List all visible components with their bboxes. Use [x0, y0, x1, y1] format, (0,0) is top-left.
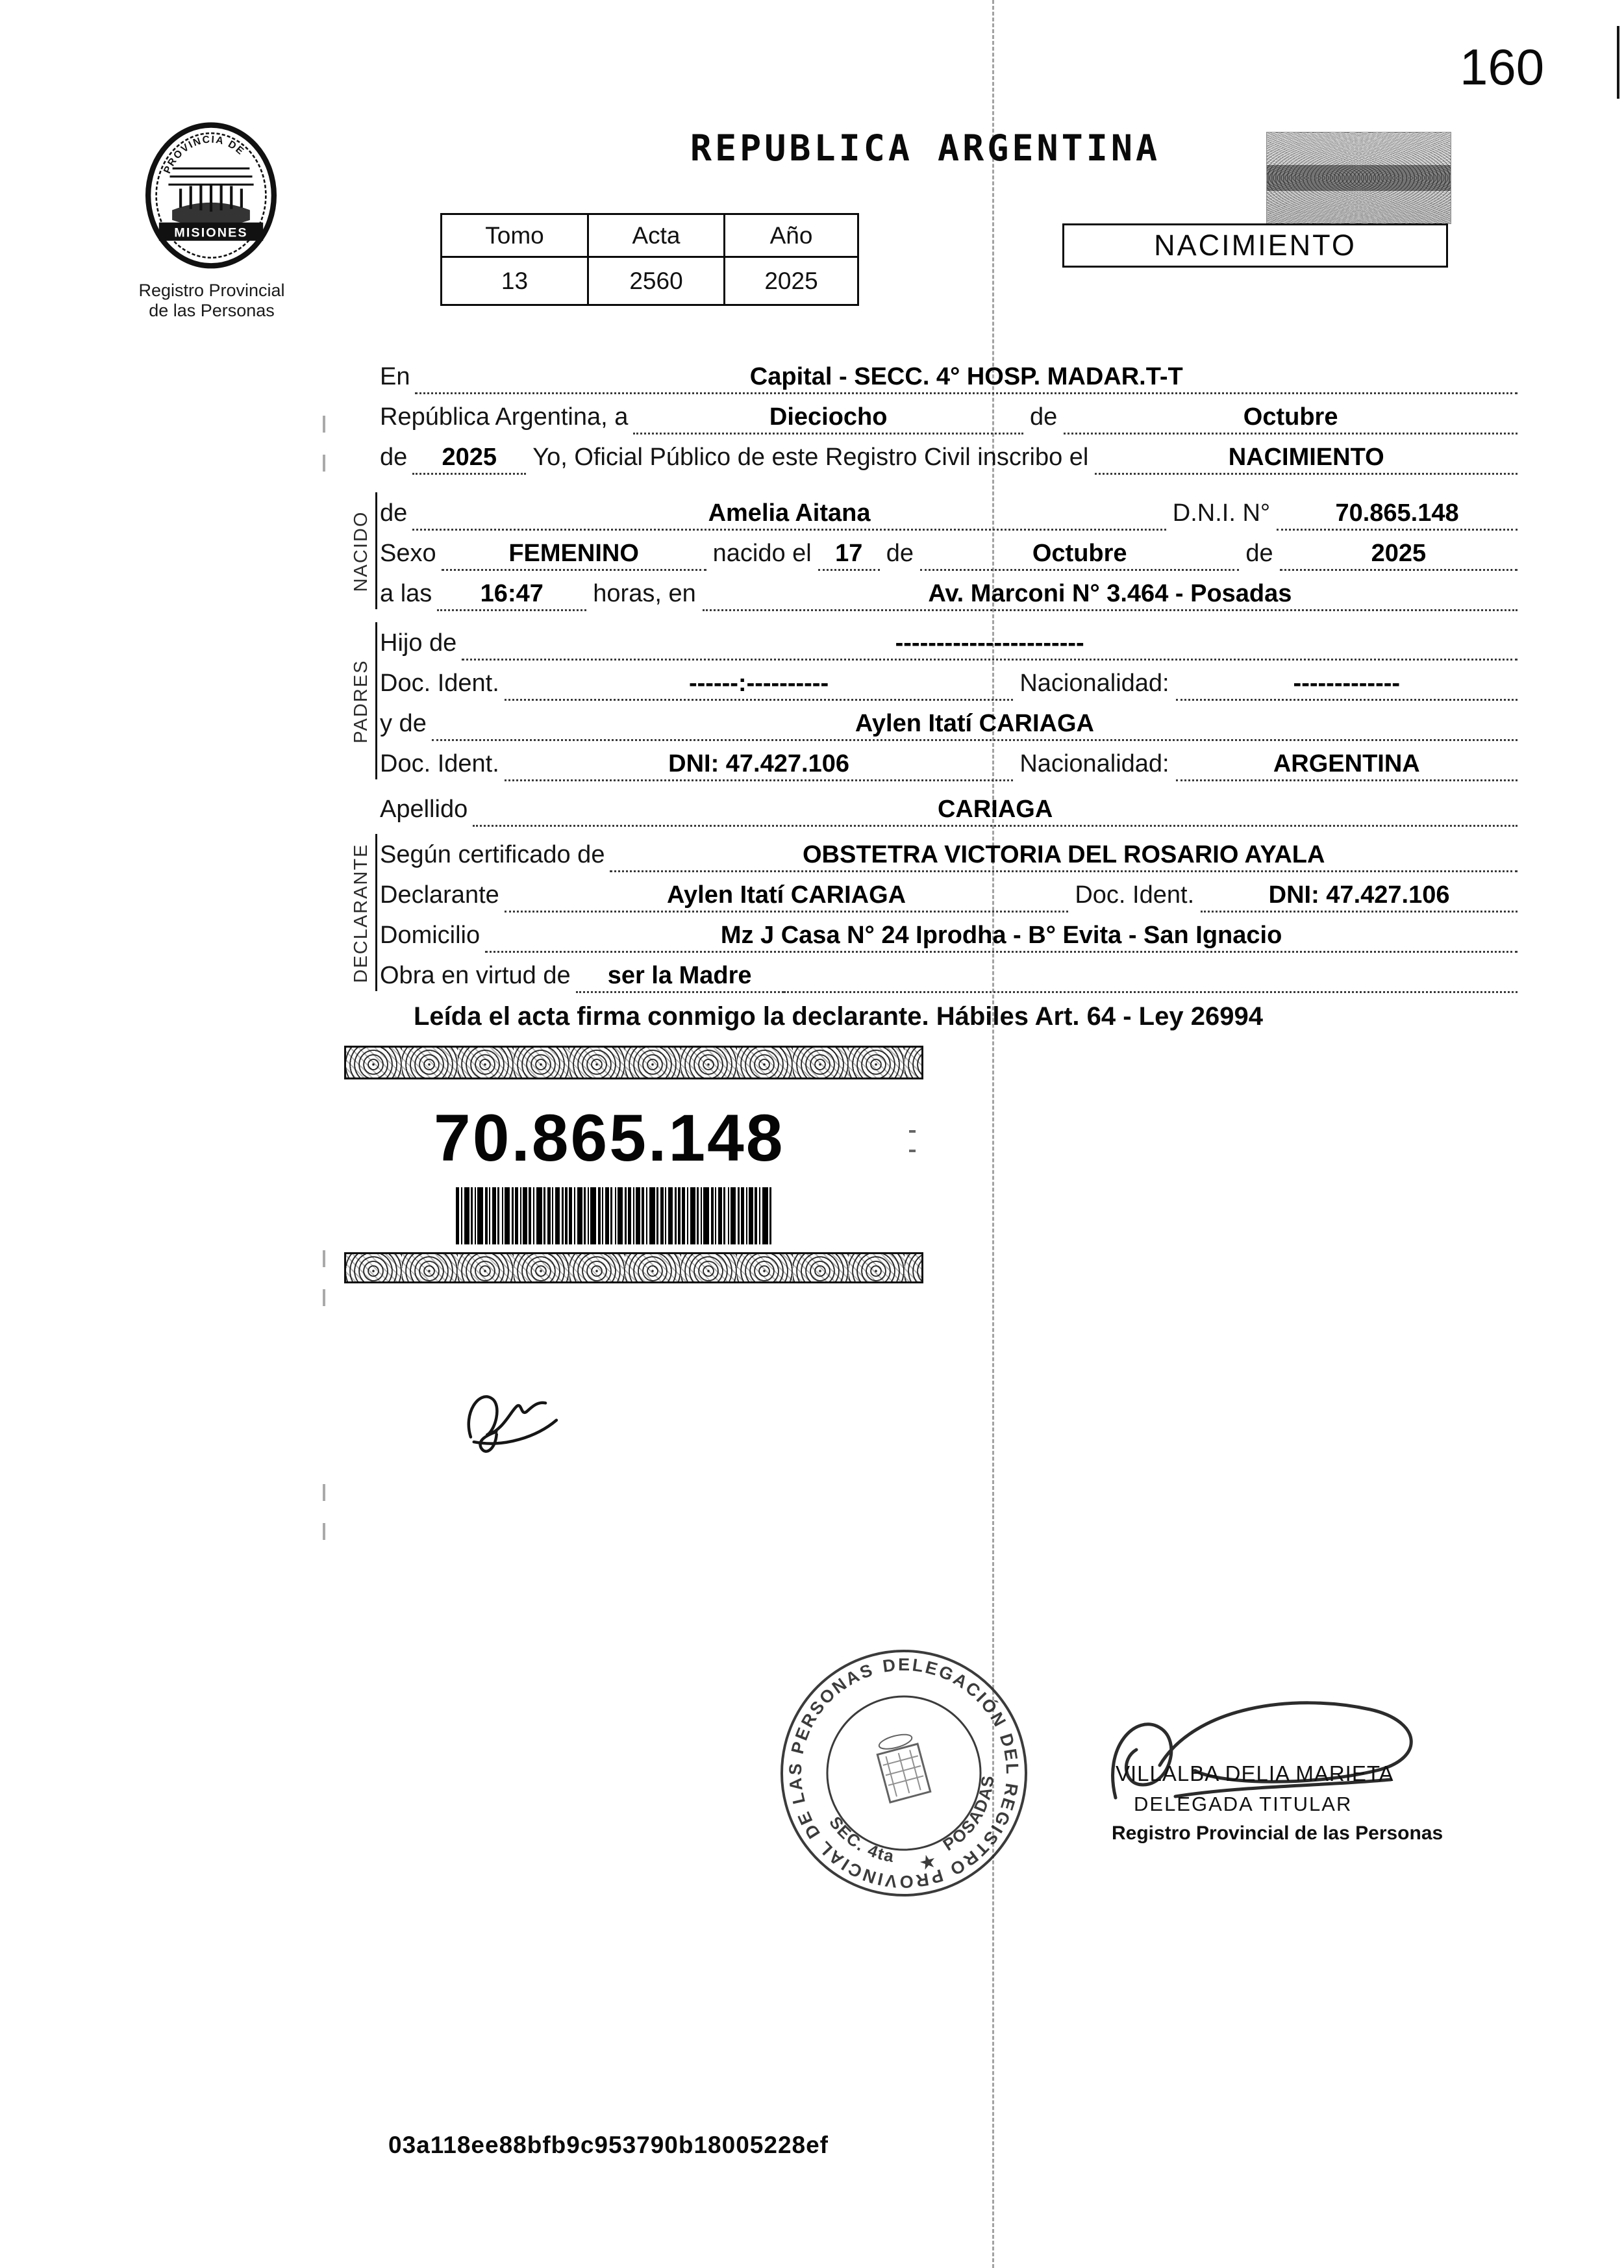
label-nacionalidad: Nacionalidad: [1019, 750, 1169, 777]
seal-caption-line1: Registro Provincial [138, 281, 285, 300]
seal-ribbon-text: MISIONES [174, 225, 248, 240]
stamp-center-emblem [874, 1731, 931, 1802]
label-republica: República Argentina, a [380, 403, 629, 431]
svg-text:PROVINCIA DE: PROVINCIA DE [162, 134, 247, 175]
field-birthmonth-value: Octubre [920, 540, 1239, 571]
field-father-doc-value: ------:---------- [505, 670, 1014, 701]
label-hijo-de: Hijo de [380, 629, 457, 657]
table-value-row [442, 257, 858, 305]
value-acta: 2560 [588, 257, 725, 305]
label-y-de: y de [380, 710, 427, 737]
form-line-declarante [380, 872, 1518, 913]
official-name: VILLALBA DELIA MARIETA [1116, 1761, 1394, 1785]
barcode [455, 1187, 773, 1244]
margin-tick [323, 455, 325, 472]
form-line-anio [380, 435, 1518, 475]
form-line-certificado [380, 832, 1518, 872]
label-de: de [886, 540, 914, 567]
field-father-value: ----------------------- [462, 629, 1518, 661]
field-sex-value: FEMENINO [442, 540, 706, 571]
margin-tick [323, 1523, 325, 1540]
verification-hash: 03a118ee88bfb9c953790b18005228ef [388, 2132, 829, 2158]
section-bar-declarante [375, 834, 377, 991]
form-line-domicilio [380, 913, 1518, 953]
page-number: 160 [1460, 38, 1545, 95]
label-doc-ident: Doc. Ident. [380, 750, 499, 777]
field-acttype-value: NACIMIENTO [1095, 444, 1518, 475]
label-en: En [380, 363, 410, 390]
label-nacionalidad: Nacionalidad: [1019, 670, 1169, 697]
field-father-nat-value: ------------- [1176, 670, 1518, 701]
seal-caption [114, 281, 309, 321]
dni-number-large: 70.865.148 [434, 1101, 785, 1175]
form-line-obra [380, 953, 1518, 993]
form-line-hora [380, 571, 1518, 611]
security-strip-bottom [344, 1252, 923, 1283]
label-doc-ident: Doc. Ident. [380, 670, 499, 697]
table-header-row [442, 214, 858, 257]
seal-scene [168, 168, 253, 227]
section-label-nacido: NACIDO [351, 510, 371, 592]
official-org: Registro Provincial de las Personas [1112, 1822, 1443, 1844]
margin-tick [323, 1250, 325, 1267]
stamp-inner-text-2: POSADAS [939, 1774, 998, 1855]
closing-statement: Leída el acta firma conmigo la declarante. Hábiles Art. 64 - Ley 26994 [414, 1002, 1263, 1031]
guilloche-stamp [1266, 132, 1451, 224]
security-strip-top [344, 1046, 923, 1079]
margin-tick [323, 416, 325, 433]
value-anio: 2025 [725, 257, 858, 305]
label-horas-en: horas, en [593, 580, 696, 607]
label-domicilio: Domicilio [380, 922, 481, 949]
record-reference-table [440, 213, 859, 306]
section-bar-padres [375, 622, 377, 779]
field-surname-value: CARIAGA [473, 796, 1518, 827]
stamp-inner-text-1: SEC. 4ta [825, 1812, 897, 1867]
dotted-filler [784, 991, 1518, 993]
form-line-en [380, 354, 1518, 394]
stamp-outer-text: DELEGACIÓN DEL REGISTRO PROVINCIAL DE LAS PERSONAS [785, 1654, 1023, 1892]
field-year-value: 2025 [412, 444, 526, 475]
act-type-box: NACIMIENTO [1062, 223, 1448, 268]
form-line-sexo [380, 531, 1518, 571]
print-tick [909, 1150, 916, 1152]
form-line-doc1 [380, 661, 1518, 701]
declarant-signature [450, 1362, 595, 1470]
provincial-seal-icon [136, 116, 286, 278]
page-edge-mark [1617, 26, 1619, 99]
form-line-doc2 [380, 741, 1518, 781]
scan-fold-line [992, 0, 994, 2268]
label-a-las: a las [380, 580, 432, 607]
col-header-anio: Año [725, 214, 858, 257]
field-place-value: Capital - SECC. 4° HOSP. MADAR.T-T [415, 363, 1518, 394]
registry-round-stamp [743, 1607, 1064, 1938]
field-certifier-value: OBSTETRA VICTORIA DEL ROSARIO AYALA [610, 841, 1518, 872]
label-dni: D.N.I. N° [1172, 499, 1271, 527]
label-oficial: Yo, Oficial Público de este Registro Civil inscribo el [532, 444, 1089, 471]
field-mother-nat-value: ARGENTINA [1176, 750, 1518, 781]
form-line-yde [380, 701, 1518, 741]
form-line-fecha [380, 394, 1518, 435]
guilloche-band [1267, 165, 1451, 190]
form-body [380, 354, 1518, 1031]
label-de: de [1245, 540, 1273, 567]
col-header-tomo: Tomo [442, 214, 588, 257]
label-apellido: Apellido [380, 796, 468, 823]
field-domicile-value: Mz J Casa N° 24 Iprodha - B° Evita - San Ignacio [485, 922, 1518, 953]
col-header-acta: Acta [588, 214, 725, 257]
form-line-apellido [380, 787, 1518, 827]
label-nacido-el: nacido el [712, 540, 812, 567]
field-declarant-value: Aylen Itatí CARIAGA [505, 881, 1069, 913]
label-declarante: Declarante [380, 881, 499, 909]
value-tomo: 13 [442, 257, 588, 305]
section-label-declarante: DECLARANTE [351, 843, 371, 983]
form-line-hijo [380, 620, 1518, 661]
label-de: de [1030, 403, 1058, 431]
field-dni-value: 70.865.148 [1277, 499, 1518, 531]
label-doc-ident: Doc. Ident. [1075, 881, 1195, 909]
label-obra: Obra en virtud de [380, 962, 571, 989]
field-capacity-value: ser la Madre [576, 962, 784, 993]
field-name-value: Amelia Aitana [412, 499, 1166, 531]
label-sexo: Sexo [380, 540, 436, 567]
label-de: de [380, 444, 408, 471]
field-time-value: 16:47 [437, 580, 586, 611]
print-tick [909, 1130, 916, 1133]
field-month-value: Octubre [1064, 403, 1518, 435]
field-mother-doc-value: DNI: 47.427.106 [505, 750, 1014, 781]
label-certificado: Según certificado de [380, 841, 605, 868]
stamp-star-icon: ★ [916, 1850, 940, 1876]
margin-tick [323, 1289, 325, 1306]
section-bar-nacido [375, 492, 377, 609]
form-line-nombre [380, 490, 1518, 531]
field-address-value: Av. Marconi N° 3.464 - Posadas [703, 580, 1518, 611]
section-label-padres: PADRES [351, 659, 371, 744]
margin-tick [323, 1484, 325, 1501]
seal-caption-line2: de las Personas [149, 301, 275, 320]
field-mother-value: Aylen Itatí CARIAGA [432, 710, 1518, 741]
field-day-value: Dieciocho [633, 403, 1023, 435]
field-birthday-value: 17 [818, 540, 880, 571]
field-declarant-doc-value: DNI: 47.427.106 [1201, 881, 1518, 913]
official-role: DELEGADA TITULAR [1134, 1793, 1353, 1815]
document-title: REPUBLICA ARGENTINA [690, 127, 1161, 169]
label-de: de [380, 499, 408, 527]
field-birthyear-value: 2025 [1280, 540, 1518, 571]
